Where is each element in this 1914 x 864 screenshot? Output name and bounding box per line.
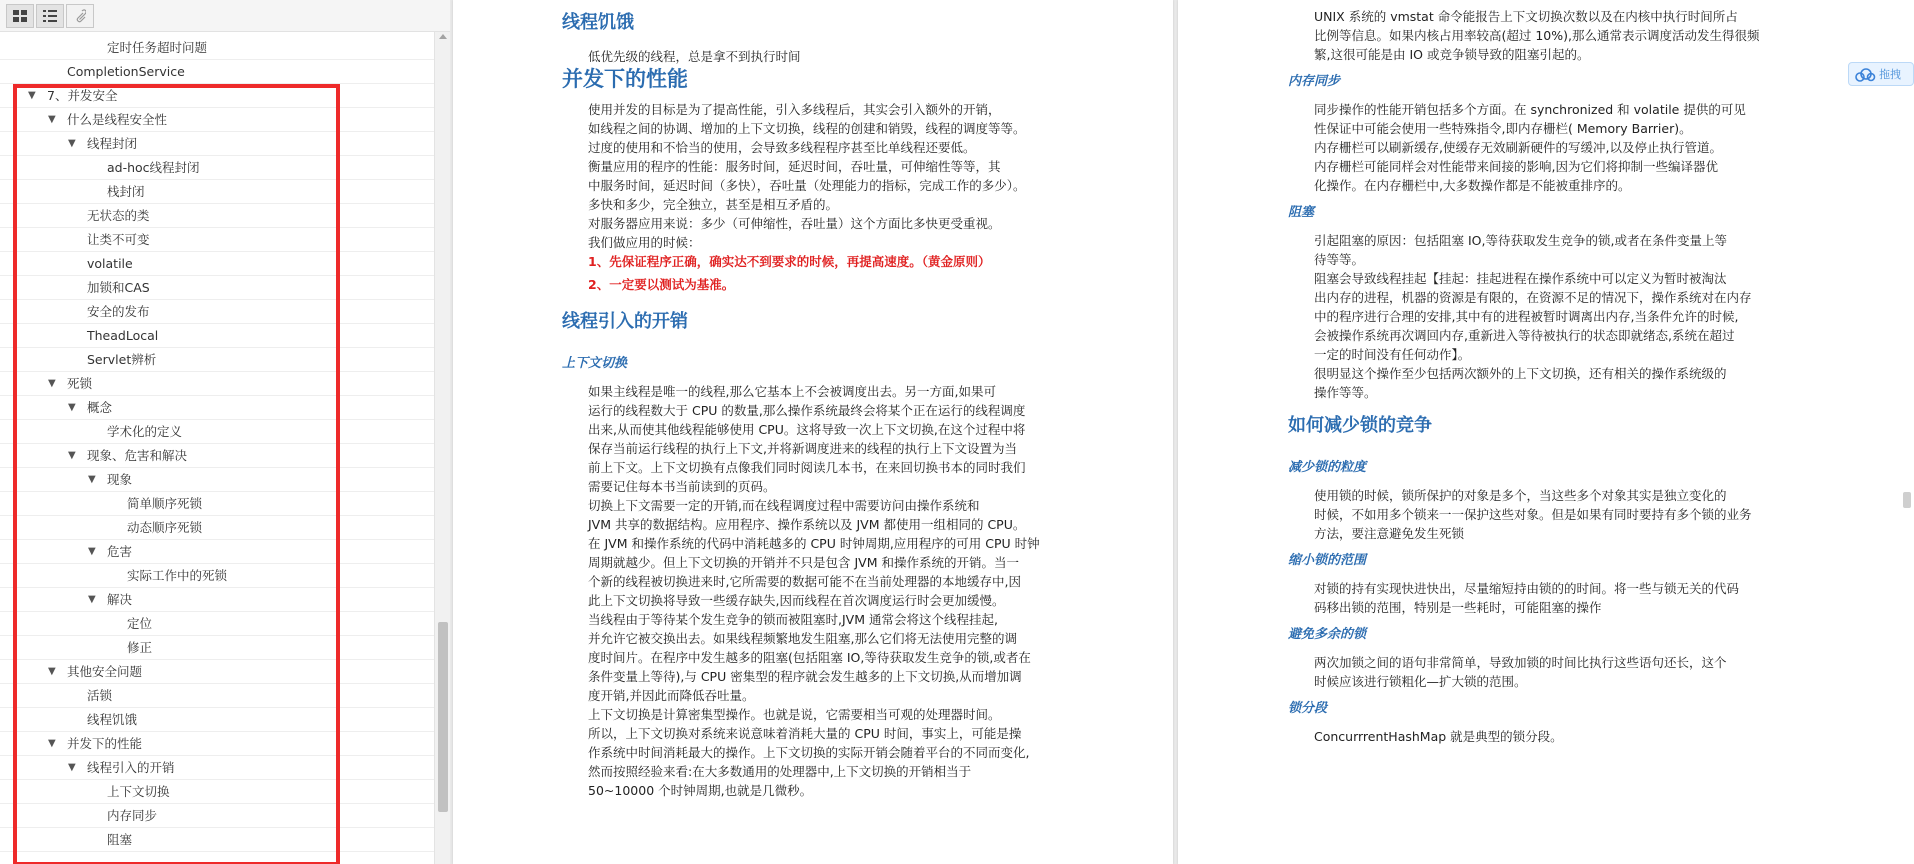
outline-item[interactable] xyxy=(0,468,434,492)
expand-toggle-icon[interactable]: ▼ xyxy=(88,474,96,485)
paragraph-line: 作系统中时间消耗最大的操作。上下文切换的实际开销会随着平台的不同而变化, xyxy=(588,745,1030,760)
drag-badge[interactable] xyxy=(1848,62,1914,86)
list-view-icon xyxy=(43,10,57,22)
paragraph-line: 码移出锁的范围，特别是一些耗时，可能阻塞的操作 xyxy=(1314,600,1602,615)
outline-item-label: 动态顺序死锁 xyxy=(127,520,203,535)
cloud-icon xyxy=(1854,67,1876,83)
outline-item[interactable] xyxy=(0,636,434,660)
paragraph-line: 中服务时间，延迟时间（多快），吞吐量（处理能力的指标，完成工作的多少）。 xyxy=(588,178,1026,193)
outline-item-label: 现象 xyxy=(107,472,133,487)
outline-item-label: 活锁 xyxy=(87,688,113,703)
outline-item-label: 学术化的定义 xyxy=(107,424,183,439)
paragraph-line: 如果主线程是唯一的线程,那么它基本上不会被调度出去。另一方面,如果可 xyxy=(588,384,996,399)
outline-item-label: 安全的发布 xyxy=(87,304,150,319)
paragraph-line: 时候，不如用多个锁来一一保护这些对象。但是如果有同时要持有多个锁的业务 xyxy=(1314,507,1752,522)
paragraph-line: 保存当前运行线程的执行上下文,并将新调度进来的线程的执行上下文设置为当 xyxy=(588,441,1017,456)
grid-view-icon xyxy=(13,10,27,22)
paragraph-line: 度开销,并因此而降低吞吐量。 xyxy=(588,688,755,703)
paragraph-line: 出内存的进程，机器的资源是有限的，在资源不足的情况下，操作系统对在内存 xyxy=(1314,290,1752,305)
outline-item[interactable] xyxy=(0,204,434,228)
outline-item-label: 危害 xyxy=(107,544,133,559)
outline-item[interactable] xyxy=(0,372,434,396)
subsection-heading: 上下文切换 xyxy=(562,356,628,371)
paragraph-line: 内存栅栏可能同样会对性能带来间接的影响,因为它们将抑制一些编译器优 xyxy=(1314,159,1718,174)
paragraph-line: 前上下文。上下文切换有点像我们同时阅读几本书，在来回切换书本的同时我们 xyxy=(588,460,1026,475)
list-view-button[interactable] xyxy=(36,4,64,28)
paragraph-line: 性保证中可能会使用一些特殊指令,即内存栅栏( Memory Barrier)。 xyxy=(1314,121,1692,136)
expand-toggle-icon[interactable]: ▼ xyxy=(48,114,56,125)
document-scrollbar[interactable] xyxy=(1900,0,1914,864)
outline-item-label: 其他安全问题 xyxy=(67,664,143,679)
document-scroll-thumb[interactable] xyxy=(1903,492,1911,508)
subsection-heading: 阻塞 xyxy=(1288,205,1315,220)
paragraph-line: 低优先级的线程，总是拿不到执行时间 xyxy=(588,49,801,64)
outline-item-label: 现象、危害和解决 xyxy=(87,448,188,463)
paragraph-line: JVM 共享的数据结构。应用程序、操作系统以及 JVM 都使用一组相同的 CPU。 xyxy=(588,517,1026,532)
outline-tree xyxy=(0,32,434,864)
outline-item[interactable] xyxy=(0,36,434,60)
outline-item[interactable] xyxy=(0,540,434,564)
paragraph-line: 运行的线程数大于 CPU 的数量,那么操作系统最终会将某个正在运行的线程调度 xyxy=(588,403,1026,418)
paragraph-line: 当线程由于等待某个发生竞争的锁而被阻塞时,JVM 通常会将这个线程挂起, xyxy=(588,612,998,627)
outline-item-label: 定时任务超时问题 xyxy=(107,40,208,55)
outline-item[interactable] xyxy=(0,660,434,684)
paragraph-line: 一定的时间没有任何动作】。 xyxy=(1314,347,1471,362)
expand-toggle-icon[interactable]: ▼ xyxy=(88,546,96,557)
paragraph-line: 需要记住每本书当前读到的页码。 xyxy=(588,479,776,494)
paragraph-line: 出来,从而使其他线程能够使用 CPU。这将导致一次上下文切换,在这个过程中将 xyxy=(588,422,1026,437)
outline-item-label: volatile xyxy=(87,256,133,271)
paragraph-line: 在 JVM 和操作系统的代码中消耗越多的 CPU 时钟周期,应用程序的可用 CPU 时钟 xyxy=(588,536,1040,551)
subsection-heading: 减少锁的粒度 xyxy=(1288,460,1367,475)
outline-item-label: CompletionService xyxy=(67,64,185,79)
section-heading: 线程饥饿 xyxy=(562,12,634,33)
paragraph-line: 会被操作系统再次调回内存,重新进入等待被执行的状态即就绪态,系统在超过 xyxy=(1314,328,1735,343)
paragraph-line: 时候应该进行锁粗化—扩大锁的范围。 xyxy=(1314,674,1527,689)
paragraph-line: 操作等等。 xyxy=(1314,385,1377,400)
paragraph-line: 对服务器应用来说：多少（可伸缩性，吞吐量）这个方面比多快更受重视。 xyxy=(588,216,1001,231)
expand-toggle-icon[interactable]: ▼ xyxy=(48,378,56,389)
outline-item[interactable] xyxy=(0,756,434,780)
section-heading: 线程引入的开销 xyxy=(562,311,688,332)
outline-item-label: 栈封闭 xyxy=(107,184,145,199)
paragraph-line: 我们做应用的时候： xyxy=(588,235,701,250)
attachment-button[interactable] xyxy=(66,4,94,28)
outline-item[interactable] xyxy=(0,708,434,732)
outline-item-label: 线程引入的开销 xyxy=(87,760,175,775)
outline-item[interactable] xyxy=(0,444,434,468)
paragraph-line: 对锁的持有实现快进快出，尽量缩短持由锁的的时间。将一些与锁无关的代码 xyxy=(1314,581,1740,596)
outline-item-label: 解决 xyxy=(107,592,133,607)
outline-item[interactable] xyxy=(0,828,434,852)
outline-item-label: TheadLocal xyxy=(87,328,159,343)
attachment-icon xyxy=(74,9,86,23)
outline-item-label: 上下文切换 xyxy=(107,784,170,799)
outline-item[interactable] xyxy=(0,300,434,324)
outline-item[interactable] xyxy=(0,84,434,108)
expand-toggle-icon[interactable]: ▼ xyxy=(68,762,76,773)
subsection-heading: 锁分段 xyxy=(1288,701,1328,716)
paragraph-line: 比例等信息。如果内核占用率较高(超过 10%),那么通常表示调度活动发生得很频 xyxy=(1314,28,1760,43)
outline-item[interactable] xyxy=(0,156,434,180)
outline-item-label: 加锁和CAS xyxy=(87,280,150,295)
paragraph-line: 使用锁的时候，锁所保护的对象是多个，当这些多个对象其实是独立变化的 xyxy=(1314,488,1727,503)
paragraph-line: 50~10000 个时钟周期,也就是几微秒。 xyxy=(588,783,813,798)
paragraph-line: 化操作。在内存栅栏中,大多数操作都是不能被重排序的。 xyxy=(1314,178,1631,193)
paragraph-line: 繁,这很可能是由 IO 或竞争锁导致的阻塞引起的。 xyxy=(1314,47,1590,62)
outline-sidebar xyxy=(0,0,450,864)
outline-item[interactable] xyxy=(0,684,434,708)
paragraph-line: 所以，上下文切换对系统来说意味着消耗大量的 CPU 时间，事实上，可能是操 xyxy=(588,726,1022,741)
outline-item[interactable] xyxy=(0,324,434,348)
outline-item[interactable] xyxy=(0,588,434,612)
paragraph-line: 过度的使用和不恰当的使用，会导致多线程程序甚至比单线程还要低。 xyxy=(588,140,976,155)
paragraph-line: 上下文切换是计算密集型操作。也就是说，它需要相当可观的处理器时间。 xyxy=(588,707,1001,722)
expand-toggle-icon[interactable]: ▼ xyxy=(48,738,56,749)
paragraph-line: 条件变量上等待),与 CPU 密集型的程序就会发生越多的上下文切换,从而增加调 xyxy=(588,669,1022,684)
outline-item-label: 实际工作中的死锁 xyxy=(127,568,228,583)
expand-toggle-icon[interactable]: ▼ xyxy=(28,90,36,101)
expand-toggle-icon[interactable]: ▼ xyxy=(68,402,76,413)
outline-item[interactable] xyxy=(0,252,434,276)
outline-item[interactable] xyxy=(0,780,434,804)
subsection-heading: 内存同步 xyxy=(1288,74,1341,89)
subsection-heading: 避免多余的锁 xyxy=(1288,627,1367,642)
outline-item-label: ad-hoc线程封闭 xyxy=(107,160,200,175)
outline-item[interactable] xyxy=(0,492,434,516)
outline-item-label: 修正 xyxy=(127,640,153,655)
outline-item-label: 内存同步 xyxy=(107,808,158,823)
sidebar-toolbar xyxy=(0,0,450,32)
sidebar-scrollbar[interactable] xyxy=(434,32,450,864)
scroll-up-arrow-icon[interactable] xyxy=(439,34,447,39)
outline-item-label: 定位 xyxy=(127,616,153,631)
paragraph-line: 如线程之间的协调、增加的上下文切换，线程的创建和销毁，线程的调度等等。 xyxy=(588,121,1026,136)
outline-item-label: Servlet辨析 xyxy=(87,352,157,367)
drag-badge-label: 拖拽 xyxy=(1879,68,1901,81)
outline-item-label: 并发下的性能 xyxy=(67,736,143,751)
subsection-heading: 缩小锁的范围 xyxy=(1288,553,1367,568)
paragraph-line: 并允许它被交换出去。如果线程频繁地发生阻塞,那么它们将无法使用完整的调 xyxy=(588,631,1017,646)
outline-item-label: 无状态的类 xyxy=(87,208,150,223)
grid-view-button[interactable] xyxy=(6,4,34,28)
paragraph-line: ConcurrrentHashMap 就是典型的锁分段。 xyxy=(1314,729,1563,744)
paragraph-line: 多快和多少，完全独立，甚至是相互矛盾的。 xyxy=(588,197,839,212)
paragraph-line: 两次加锁之间的语句非常简单，导致加锁的时间比执行这些语句还长，这个 xyxy=(1314,655,1727,670)
paragraph-line: 使用并发的目标是为了提高性能，引入多线程后，其实会引入额外的开销， xyxy=(588,102,1001,117)
outline-item[interactable] xyxy=(0,108,434,132)
outline-item-label: 死锁 xyxy=(67,376,93,391)
expand-toggle-icon[interactable]: ▼ xyxy=(48,666,56,677)
highlighted-rule: 2、一定要以测试为基准。 xyxy=(588,277,735,292)
section-heading: 如何减少锁的竞争 xyxy=(1288,415,1432,436)
paragraph-line: 个新的线程被切换进来时,它所需要的数据可能不在当前处理器的本地缓存中,因 xyxy=(588,574,1021,589)
paragraph-line: 引起阻塞的原因：包括阻塞 IO,等待获取发生竞争的锁,或者在条件变量上等 xyxy=(1314,233,1727,248)
outline-item-label: 让类不可变 xyxy=(87,232,150,247)
outline-item[interactable] xyxy=(0,516,434,540)
paragraph-line: 此上下文切换将导致一些缓存缺失,因而线程在首次调度运行时会更加缓慢。 xyxy=(588,593,1005,608)
paragraph-line: 然而按照经验来看:在大多数通用的处理器中,上下文切换的开销相当于 xyxy=(588,764,972,779)
paragraph-line: 切换上下文需要一定的开销,而在线程调度过程中需要访问由操作系统和 xyxy=(588,498,980,513)
paragraph-line: 阻塞会导致线程挂起【挂起：挂起进程在操作系统中可以定义为暂时被淘汰 xyxy=(1314,271,1727,286)
outline-item[interactable] xyxy=(0,228,434,252)
outline-item[interactable] xyxy=(0,396,434,420)
outline-item-label: 线程封闭 xyxy=(87,136,138,151)
highlighted-rule: 1、先保证程序正确，确实达不到要求的时候，再提高速度。（黄金原则） xyxy=(588,254,991,269)
outline-item-label: 什么是线程安全性 xyxy=(67,112,168,127)
expand-toggle-icon[interactable]: ▼ xyxy=(68,138,76,149)
outline-item[interactable] xyxy=(0,132,434,156)
document-page-left xyxy=(453,0,1173,864)
document-page-right xyxy=(1178,0,1914,864)
paragraph-line: 中的程序进行合理的安排,其中有的进程被暂时调离出内存,当条件允许的时候, xyxy=(1314,309,1739,324)
outline-item[interactable] xyxy=(0,564,434,588)
outline-item[interactable] xyxy=(0,804,434,828)
outline-item-label: 阻塞 xyxy=(107,832,133,847)
outline-item-label: 线程饥饿 xyxy=(87,712,138,727)
expand-toggle-icon[interactable]: ▼ xyxy=(88,594,96,605)
paragraph-line: 周期就越少。但上下文切换的开销并不只是包含 JVM 和操作系统的开销。当一 xyxy=(588,555,1019,570)
section-heading: 并发下的性能 xyxy=(562,67,688,91)
paragraph-line: 很明显这个操作至少包括两次额外的上下文切换，还有相关的操作系统级的 xyxy=(1314,366,1727,381)
paragraph-line: 内存栅栏可以刷新缓存,使缓存无效刷新硬件的写缓冲,以及停止执行管道。 xyxy=(1314,140,1722,155)
outline-item-label: 7、并发安全 xyxy=(47,88,118,103)
paragraph-line: UNIX 系统的 vmstat 命令能报告上下文切换次数以及在内核中执行时间所占 xyxy=(1314,9,1738,24)
outline-item-label: 简单顺序死锁 xyxy=(127,496,203,511)
paragraph-line: 方法，要注意避免发生死锁 xyxy=(1314,526,1465,541)
paragraph-line: 待等等。 xyxy=(1314,252,1365,267)
outline-item[interactable] xyxy=(0,276,434,300)
expand-toggle-icon[interactable]: ▼ xyxy=(68,450,76,461)
outline-item[interactable] xyxy=(0,60,434,84)
outline-item[interactable] xyxy=(0,420,434,444)
paragraph-line: 度时间片。在程序中发生越多的阻塞(包括阻塞 IO,等待获取发生竞争的锁,或者在 xyxy=(588,650,1031,665)
outline-item[interactable] xyxy=(0,612,434,636)
sidebar-scroll-thumb[interactable] xyxy=(438,622,448,812)
outline-item[interactable] xyxy=(0,732,434,756)
paragraph-line: 衡量应用的程序的性能：服务时间，延迟时间，吞吐量，可伸缩性等等，其 xyxy=(588,159,1001,174)
outline-item-label: 概念 xyxy=(87,400,113,415)
outline-item[interactable] xyxy=(0,348,434,372)
paragraph-line: 同步操作的性能开销包括多个方面。在 synchronized 和 volatile 提供的可见 xyxy=(1314,102,1746,117)
outline-item[interactable] xyxy=(0,180,434,204)
